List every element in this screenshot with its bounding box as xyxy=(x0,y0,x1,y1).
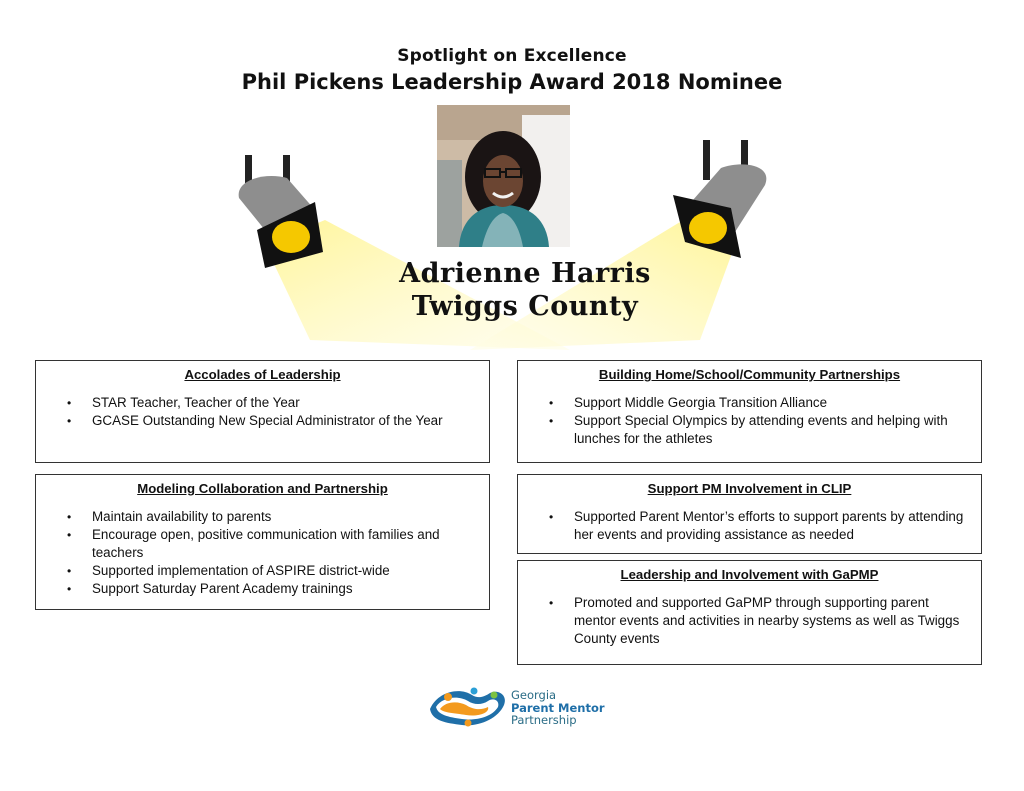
list-item: • Support Middle Georgia Transition Alliance xyxy=(528,394,971,412)
section-building-partnerships xyxy=(517,360,982,463)
list-item: • STAR Teacher, Teacher of the Year xyxy=(46,394,479,412)
section-leadership-gapmp xyxy=(517,560,982,665)
list-item: • Support Special Olympics by attending events and helping with lunches for the athletes xyxy=(528,412,971,448)
nominee-county: Twiggs County xyxy=(411,291,639,322)
list-item: • Encourage open, positive communication with families and teachers xyxy=(46,526,479,562)
logo-text xyxy=(511,689,605,727)
section-title: Modeling Collaboration and Partnership xyxy=(137,481,388,496)
section-modeling-collaboration xyxy=(35,474,490,610)
section-accolades-of-leadership xyxy=(35,360,490,463)
section-title: Leadership and Involvement with GaPMP xyxy=(620,567,879,582)
list-item: • Support Saturday Parent Academy trainings xyxy=(46,580,479,598)
spotlight-right-icon xyxy=(665,140,785,265)
nominee-name: Adrienne Harris xyxy=(399,258,651,289)
list-item: • Supported implementation of ASPIRE district-wide xyxy=(46,562,479,580)
section-title: Accolades of Leadership xyxy=(184,367,341,382)
list-item: • Maintain availability to parents xyxy=(46,508,479,526)
logo-line-parent-mentor: Parent Mentor xyxy=(511,700,605,715)
section-title: Building Home/School/Community Partnerships xyxy=(598,367,901,382)
logo-line-georgia: Georgia xyxy=(511,688,557,702)
logo-line-partnership: Partnership xyxy=(511,713,577,727)
list-item: • Supported Parent Mentor’s efforts to support parents by attending her events and providing assistance as needed xyxy=(528,508,971,544)
spotlight-left-icon xyxy=(225,150,345,275)
header-subtitle: Spotlight on Excellence xyxy=(397,46,627,66)
section-title: Support PM Involvement in CLIP xyxy=(647,481,852,496)
section-support-pm-involvement xyxy=(517,474,982,554)
nominee-photo xyxy=(437,105,570,247)
header-title: Phil Pickens Leadership Award 2018 Nominee xyxy=(241,70,783,94)
list-item: • GCASE Outstanding New Special Administrator of the Year xyxy=(46,412,479,430)
list-item: • Promoted and supported GaPMP through supporting parent mentor events and activities in nearby systems as well as Twiggs County events xyxy=(528,594,971,648)
